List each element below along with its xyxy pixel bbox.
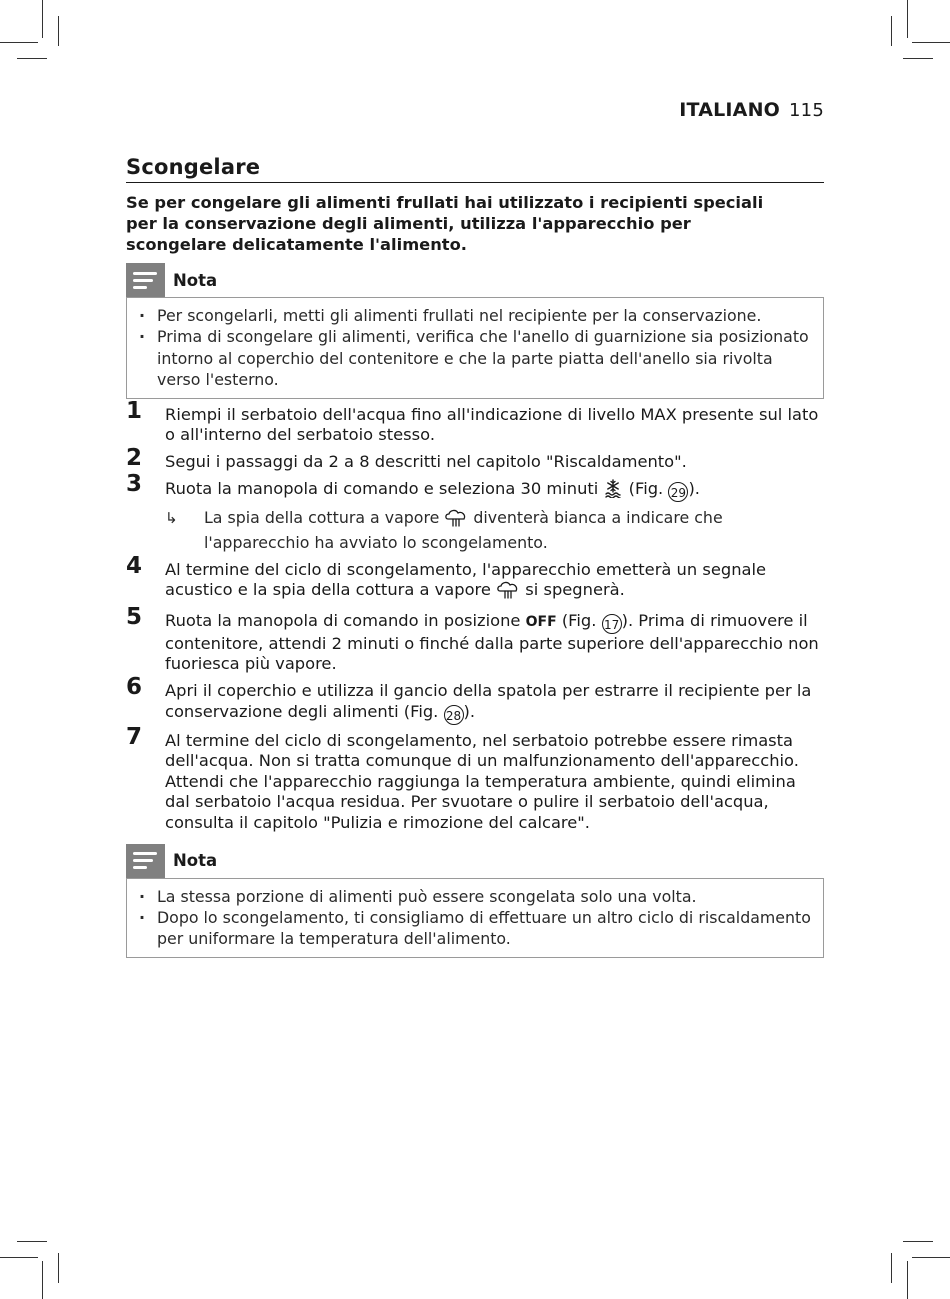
note-item: · Dopo lo scongelamento, ti consigliamo di effettuare un altro ciclo di riscaldamento per uniformare la temperatura dell'alimento. — [137, 907, 813, 950]
steam-cooking-icon — [444, 509, 468, 533]
note-lines-icon — [126, 844, 165, 878]
section-intro: Se per congelare gli alimenti frullati hai utilizzato i recipienti speciali per la conservazione degli alimenti, utilizza l'apparecchio per scongelare delicatamente l'alimento. — [126, 193, 764, 254]
step-6 — [126, 673, 824, 725]
steps-list — [126, 397, 824, 834]
step-number: 1 — [126, 397, 143, 424]
step-text: Al termine del ciclo di scongelamento, l'apparecchio emetterà un segnale acustico e la spia della cottura a vapore — [165, 559, 767, 600]
step-number: 2 — [126, 444, 143, 471]
note-item: · La stessa porzione di alimenti può essere scongelata solo una volta. — [137, 886, 813, 907]
step-text: Al termine del ciclo di scongelamento, nel serbatoio potrebbe essere rimasta dell'acqua. Non si tratta comunque di un malfunzionamento dell'apparecchio. Attendi che l'apparecchio raggiunga la temperatura ambiente, quindi elimina dal serbatoio l'acqua residua. Per svuotare o pulire il serbatoio dell'acqua, consulta il capitolo "Pulizia e rimozione del calcare". — [165, 730, 799, 832]
result-text: La spia della cottura a vapore — [204, 508, 440, 527]
step-text: Ruota la manopola di comando in posizione — [165, 610, 521, 630]
step-text: ). Prima di rimuovere il contenitore, attendi 2 minuti o finché dalla parte superiore dell'apparecchio non fuoriesca più vapore. — [165, 610, 819, 674]
result-text: diventerà bianca a indicare che l'apparecchio ha avviato lo scongelamento. — [204, 508, 723, 552]
step-1 — [126, 397, 824, 446]
note-title: Nota — [173, 270, 218, 290]
step-text: (Fig. — [561, 610, 597, 630]
figure-ref: 17 — [602, 614, 622, 634]
note-header — [126, 263, 824, 297]
result-arrow-icon: ↳ — [165, 509, 178, 527]
step-text: ). — [463, 701, 476, 721]
step-text: Segui i passaggi da 2 a 8 descritti nel capitolo "Riscaldamento". — [165, 451, 687, 471]
main-content — [126, 155, 824, 958]
off-label: OFF — [525, 613, 557, 630]
note-item: · Per scongelarli, metti gli alimenti frullati nel recipiente per la conservazione. — [137, 305, 813, 326]
step-text: ). — [688, 479, 700, 499]
step-number: 4 — [126, 552, 143, 579]
note-lines-icon — [126, 263, 165, 297]
step-7 — [126, 723, 824, 834]
step-5 — [126, 603, 824, 675]
language-label: ITALIANO — [679, 99, 781, 121]
step-number: 5 — [126, 603, 143, 630]
step-number: 7 — [126, 723, 143, 750]
step-3-result — [126, 508, 824, 554]
note-header — [126, 844, 824, 878]
step-text: Ruota la manopola di comando e seleziona 30 minuti — [165, 479, 599, 499]
note-box — [126, 297, 824, 399]
note-title: Nota — [173, 851, 218, 871]
step-4 — [126, 552, 824, 605]
section-title: Scongelare — [126, 155, 824, 183]
step-text: Riempi il serbatoio dell'acqua fino all'indicazione di livello MAX presente sul lato o all'interno del serbatoio stesso. — [165, 404, 819, 445]
step-text: (Fig. — [628, 479, 664, 499]
page-header — [679, 99, 824, 121]
page-number: 115 — [789, 100, 824, 121]
step-number: 3 — [126, 471, 143, 498]
step-2 — [126, 444, 824, 473]
note-item: · Prima di scongelare gli alimenti, verifica che l'anello di guarnizione sia posizionato intorno al coperchio del contenitore e che la parte piatta dell'anello sia rivolta verso l'esterno. — [137, 326, 813, 390]
step-number: 6 — [126, 673, 143, 700]
figure-ref: 28 — [444, 705, 464, 725]
steam-cooking-icon — [496, 581, 520, 605]
note-box — [126, 878, 824, 958]
step-text: Apri il coperchio e utilizza il gancio della spatola per estrarre il recipiente per la conservazione degli alimenti (Fig. — [165, 680, 812, 721]
figure-ref: 29 — [668, 482, 688, 502]
step-3 — [126, 471, 824, 504]
step-text: si spegnerà. — [525, 580, 625, 600]
defrost-snowflake-icon — [603, 478, 623, 504]
